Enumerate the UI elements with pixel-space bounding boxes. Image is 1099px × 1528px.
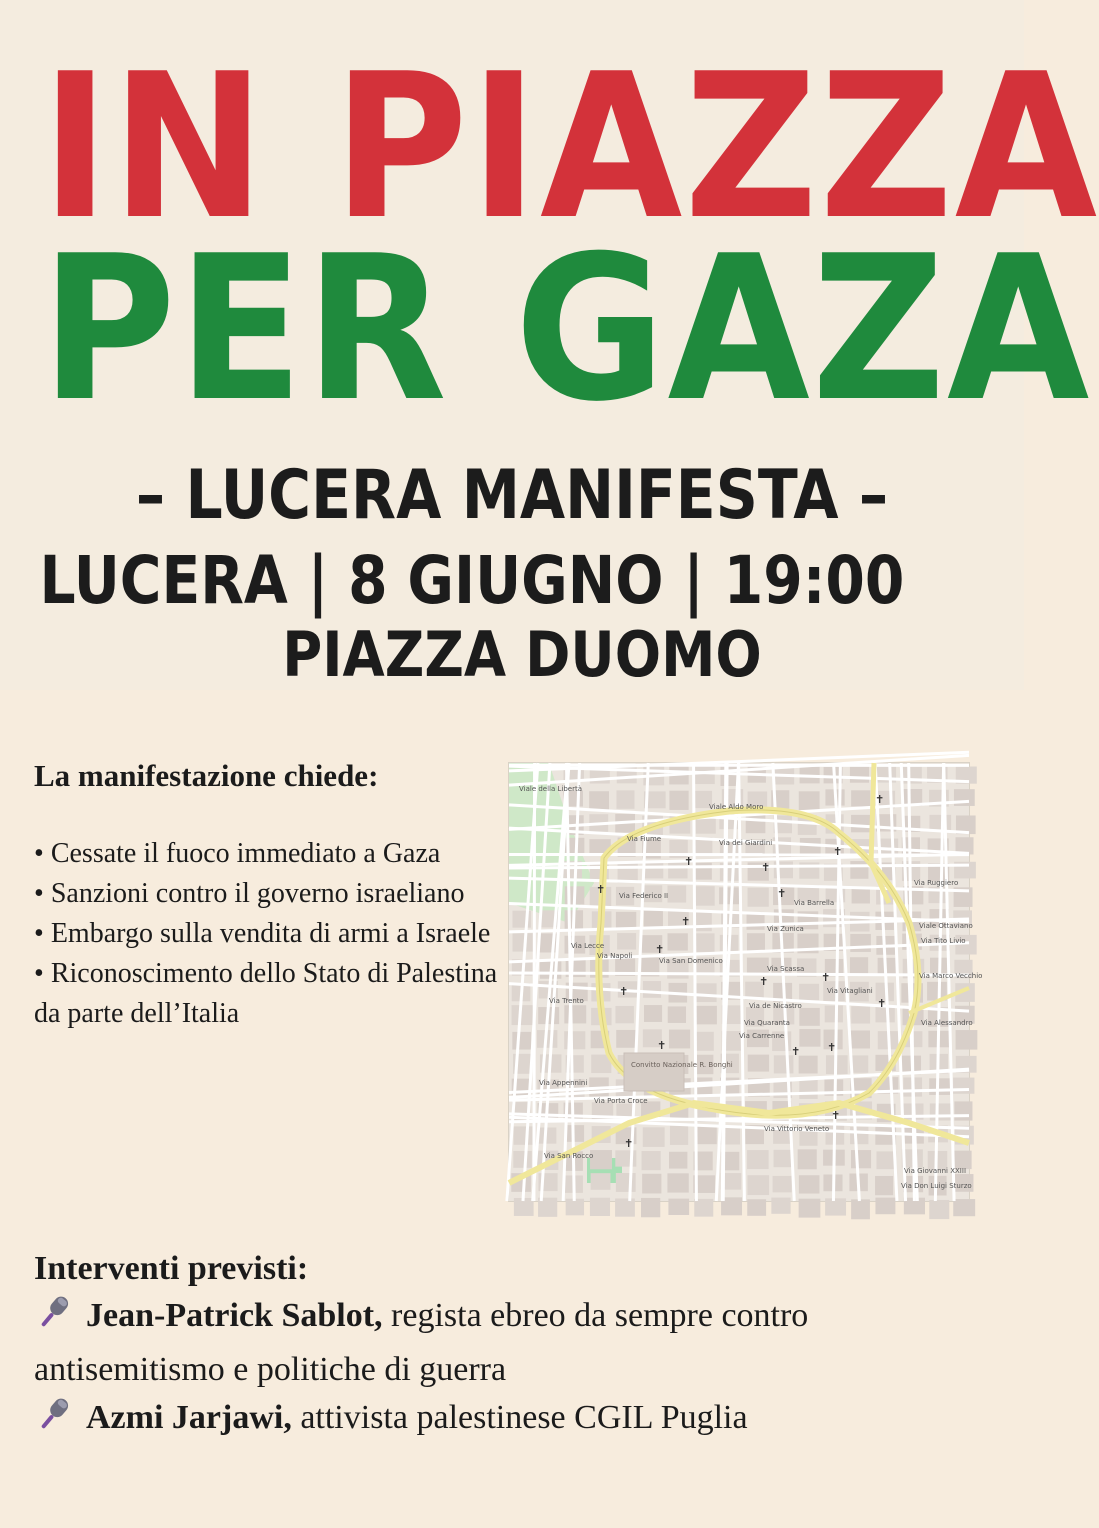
map-street-label: Via Porta Croce [594, 1097, 648, 1105]
church-icon: ✝ [875, 793, 885, 806]
map-street-label: Via Alessandro [921, 1019, 973, 1027]
church-icon: ✝ [619, 985, 629, 998]
church-icon: ✝ [827, 1041, 837, 1054]
subtitle: – LUCERA MANIFESTA – [135, 456, 889, 535]
map-street-label: Via Quaranta [744, 1019, 790, 1027]
map-graphic [509, 763, 983, 1201]
microphone-icon [34, 1394, 74, 1448]
church-icon: ✝ [777, 887, 787, 900]
speaker-item [34, 1292, 994, 1394]
map-street-label: Viale Ottaviano [919, 922, 973, 930]
map-street-label: Via Ruggiero [914, 879, 959, 887]
map-street-label: Via Lecce [571, 942, 605, 950]
church-icon: ✝ [657, 1039, 667, 1052]
church-icon: ✝ [833, 845, 843, 858]
map-street-label: Via Trento [549, 997, 584, 1005]
map-street-label: Viale Aldo Moro [709, 803, 764, 811]
map-street-label: Via San Rocco [544, 1152, 594, 1160]
venue: PIAZZA DUOMO [282, 618, 762, 691]
microphone-icon [34, 1292, 74, 1346]
speaker-role: regista ebreo da sempre contro antisemitismo e politiche di guerra [34, 1297, 809, 1388]
map-street-label: Via Marco Vecchio [919, 972, 983, 980]
map-street-label: Via Fiume [627, 835, 662, 843]
church-icon: ✝ [791, 1045, 801, 1058]
church-icon: ✝ [877, 997, 887, 1010]
speakers-section [34, 1250, 994, 1448]
event-details: LUCERA | 8 GIUGNO | 19:00 [39, 542, 905, 619]
speakers-heading: Interventi previsti: [34, 1250, 309, 1287]
church-icon: ✝ [684, 855, 694, 868]
map-street-label: Via Carrenne [739, 1032, 785, 1040]
demand-item: • Cessate il fuoco immediato a Gaza [34, 834, 504, 874]
church-icon: ✝ [596, 883, 606, 896]
church-icon: ✝ [831, 1109, 841, 1122]
title-line-1: IN PIAZZA [40, 31, 1099, 264]
demands-list [34, 834, 504, 1034]
map-street-label: Via Vitagliani [827, 987, 873, 995]
church-icon: ✝ [624, 1137, 634, 1150]
title-line-2: PER GAZA [40, 213, 1092, 446]
map-street-label: Via San Domenico [659, 957, 723, 965]
demand-item: • Riconoscimento dello Stato di Palestina da parte dell’Italia [34, 954, 504, 1034]
church-icon: ✝ [681, 915, 691, 928]
map-street-label: Via Federico II [619, 892, 669, 900]
map-street-label: Via Appennini [539, 1079, 588, 1087]
demand-item: • Sanzioni contro il governo israeliano [34, 874, 504, 914]
map-street-label: Via Vittorio Veneto [764, 1125, 830, 1133]
map-street-label: Via dei Giardini [719, 839, 773, 847]
church-icon: ✝ [655, 943, 665, 956]
map-street-label: Via Barrella [794, 899, 835, 907]
church-icon: ✝ [761, 861, 771, 874]
demand-item: • Embargo sulla vendita di armi a Israele [34, 914, 504, 954]
church-icon: ✝ [821, 971, 831, 984]
map-street-label: Via Zunica [767, 925, 804, 933]
street-map [508, 762, 983, 1202]
map-label-convitto: Convitto Nazionale R. Bonghi [631, 1061, 733, 1069]
church-icon: ✝ [759, 975, 769, 988]
demands-heading: La manifestazione chiede: [34, 758, 379, 793]
map-street-label: Via de Nicastro [749, 1002, 802, 1010]
map-street-label: Via Don Luigi Sturzo [901, 1182, 972, 1190]
speaker-name: Azmi Jarjawi, [86, 1399, 292, 1436]
speaker-name: Jean-Patrick Sablot, [86, 1297, 383, 1334]
map-street-label: Via Giovanni XXIII [904, 1167, 967, 1175]
map-street-label: Via Napoli [597, 952, 633, 960]
map-street-label: Viale della Libertà [519, 785, 583, 793]
map-street-label: Via Tito Livio [921, 937, 966, 945]
speaker-item [34, 1394, 994, 1448]
demands-section [34, 758, 504, 1034]
speaker-role: attivista palestinese CGIL Puglia [291, 1399, 748, 1436]
map-street-label: Via Scassa [767, 965, 805, 973]
